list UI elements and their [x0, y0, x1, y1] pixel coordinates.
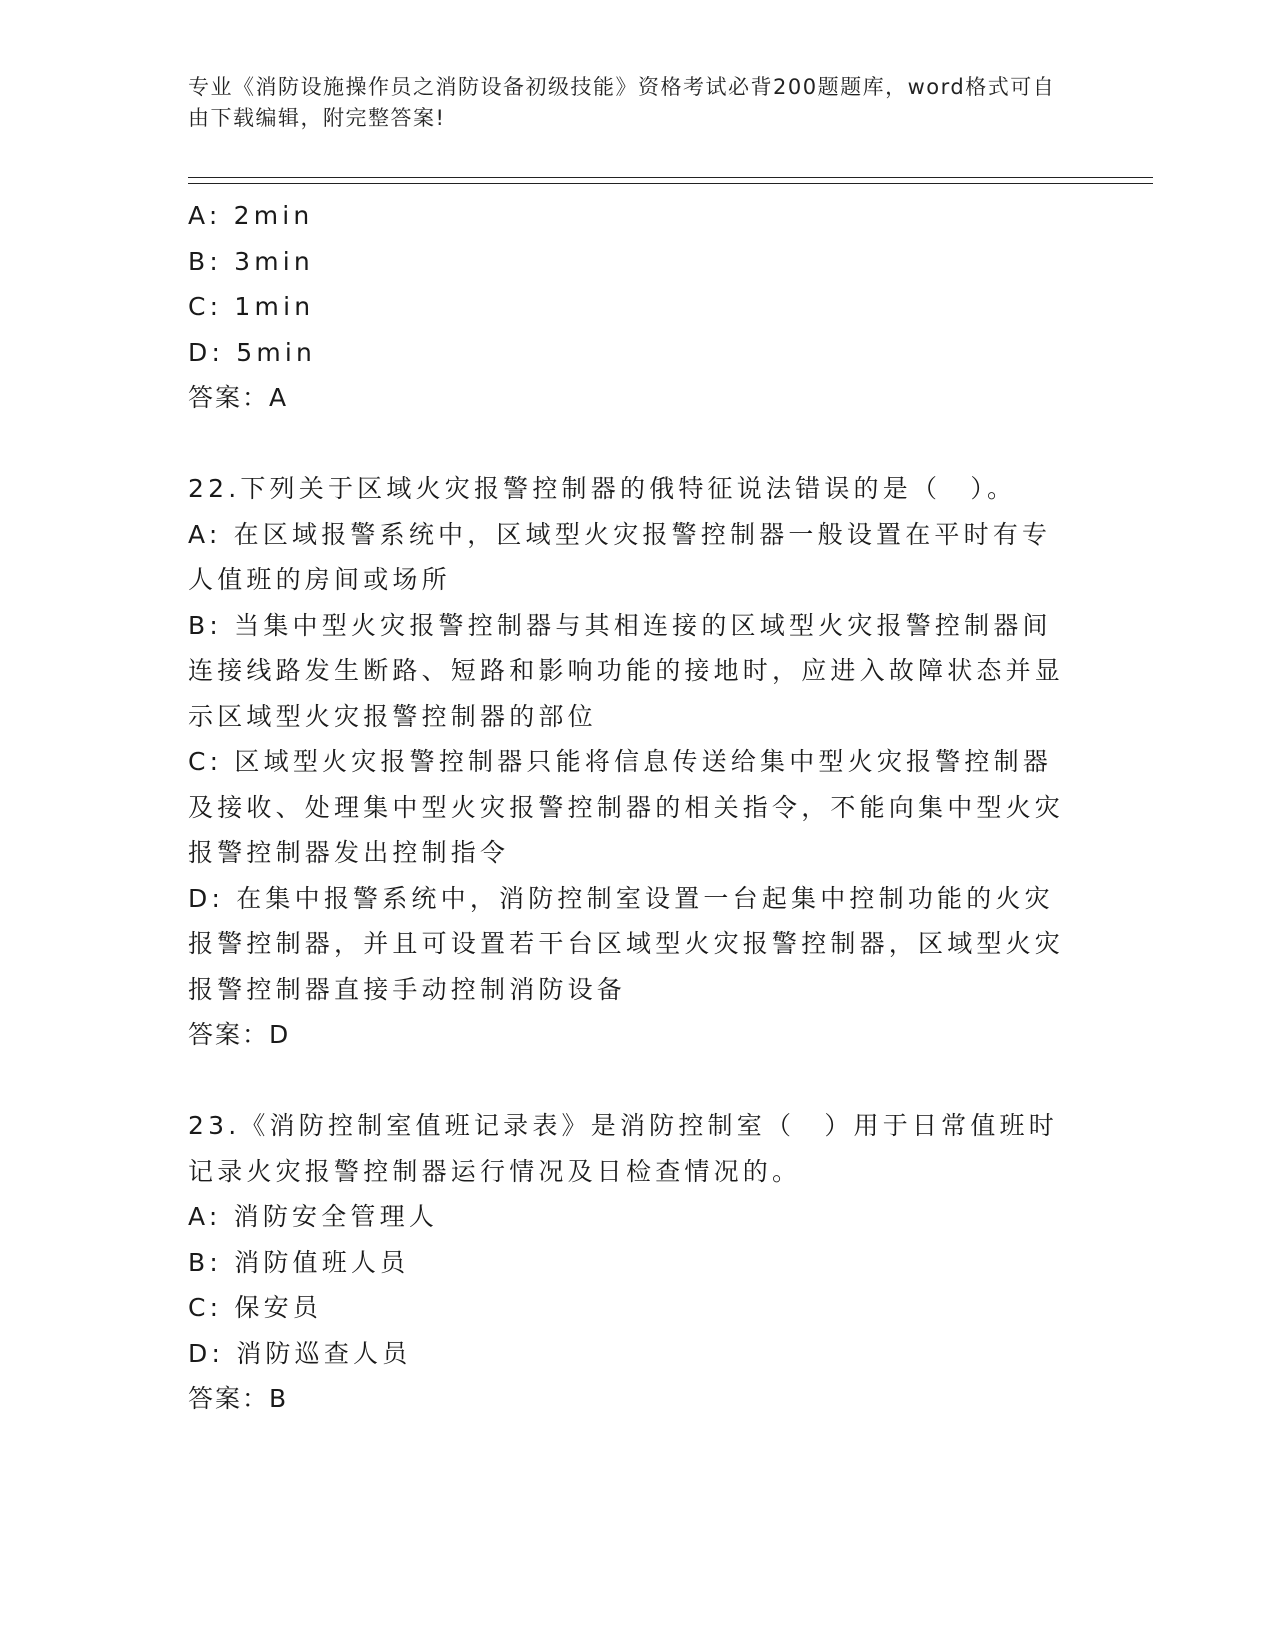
q22-option-c: C: 区域型火灾报警控制器只能将信息传送给集中型火灾报警控制器及接收、处理集中型火灾报警控制器的相关指令，不能向集中型火灾报警控制器发出控制指令	[188, 747, 1065, 867]
q22-question: 22.下列关于区域火灾报警控制器的俄特征说法错误的是（ ）。	[188, 474, 1017, 503]
header-rule-bottom	[188, 183, 1153, 184]
q23-answer: 答案：B	[188, 1384, 289, 1413]
q23-question: 23.《消防控制室值班记录表》是消防控制室（ ）用于日常值班时记录火灾报警控制器运行情况及日检查情况的。	[188, 1111, 1058, 1186]
spacer	[188, 421, 1073, 467]
q23-option-c: C: 保安员	[188, 1293, 323, 1322]
q21-option-c: C: 1min	[188, 292, 315, 321]
q22-option-b: B: 当集中型火灾报警控制器与其相连接的区域型火灾报警控制器间连接线路发生断路、短路和影响功能的接地时，应进入故障状态并显示区域型火灾报警控制器的部位	[188, 610, 1065, 731]
q23-option-b: B: 消防值班人员	[188, 1247, 410, 1277]
question-22-block	[188, 466, 1073, 1058]
question-23-block	[188, 1103, 1073, 1422]
document-header: 专业《消防设施操作员之消防设备初级技能》资格考试必背200题题库，word格式可自由下载编辑，附完整答案!	[188, 75, 1056, 130]
q21-option-d: D: 5min	[188, 337, 317, 367]
question-content	[188, 193, 1073, 1422]
spacer	[188, 1058, 1073, 1104]
q21-option-a: A: 2min	[188, 201, 314, 230]
q22-option-d: D: 在集中报警系统中，消防控制室设置一台起集中控制功能的火灾报警控制器，并且可设置若干台区域型火灾报警控制器，区域型火灾报警控制器直接手动控制消防设备	[188, 883, 1065, 1004]
q21-answer: 答案：A	[188, 383, 289, 412]
q21-option-b: B: 3min	[188, 246, 314, 276]
header-rule-top	[188, 177, 1153, 178]
q23-option-a: A: 消防安全管理人	[188, 1202, 439, 1231]
question-21-block	[188, 193, 1073, 421]
q22-option-a: A: 在区域报警系统中，区域型火灾报警控制器一般设置在平时有专人值班的房间或场所	[188, 519, 1052, 594]
q23-option-d: D: 消防巡查人员	[188, 1338, 412, 1368]
q22-answer: 答案：D	[188, 1020, 291, 1049]
